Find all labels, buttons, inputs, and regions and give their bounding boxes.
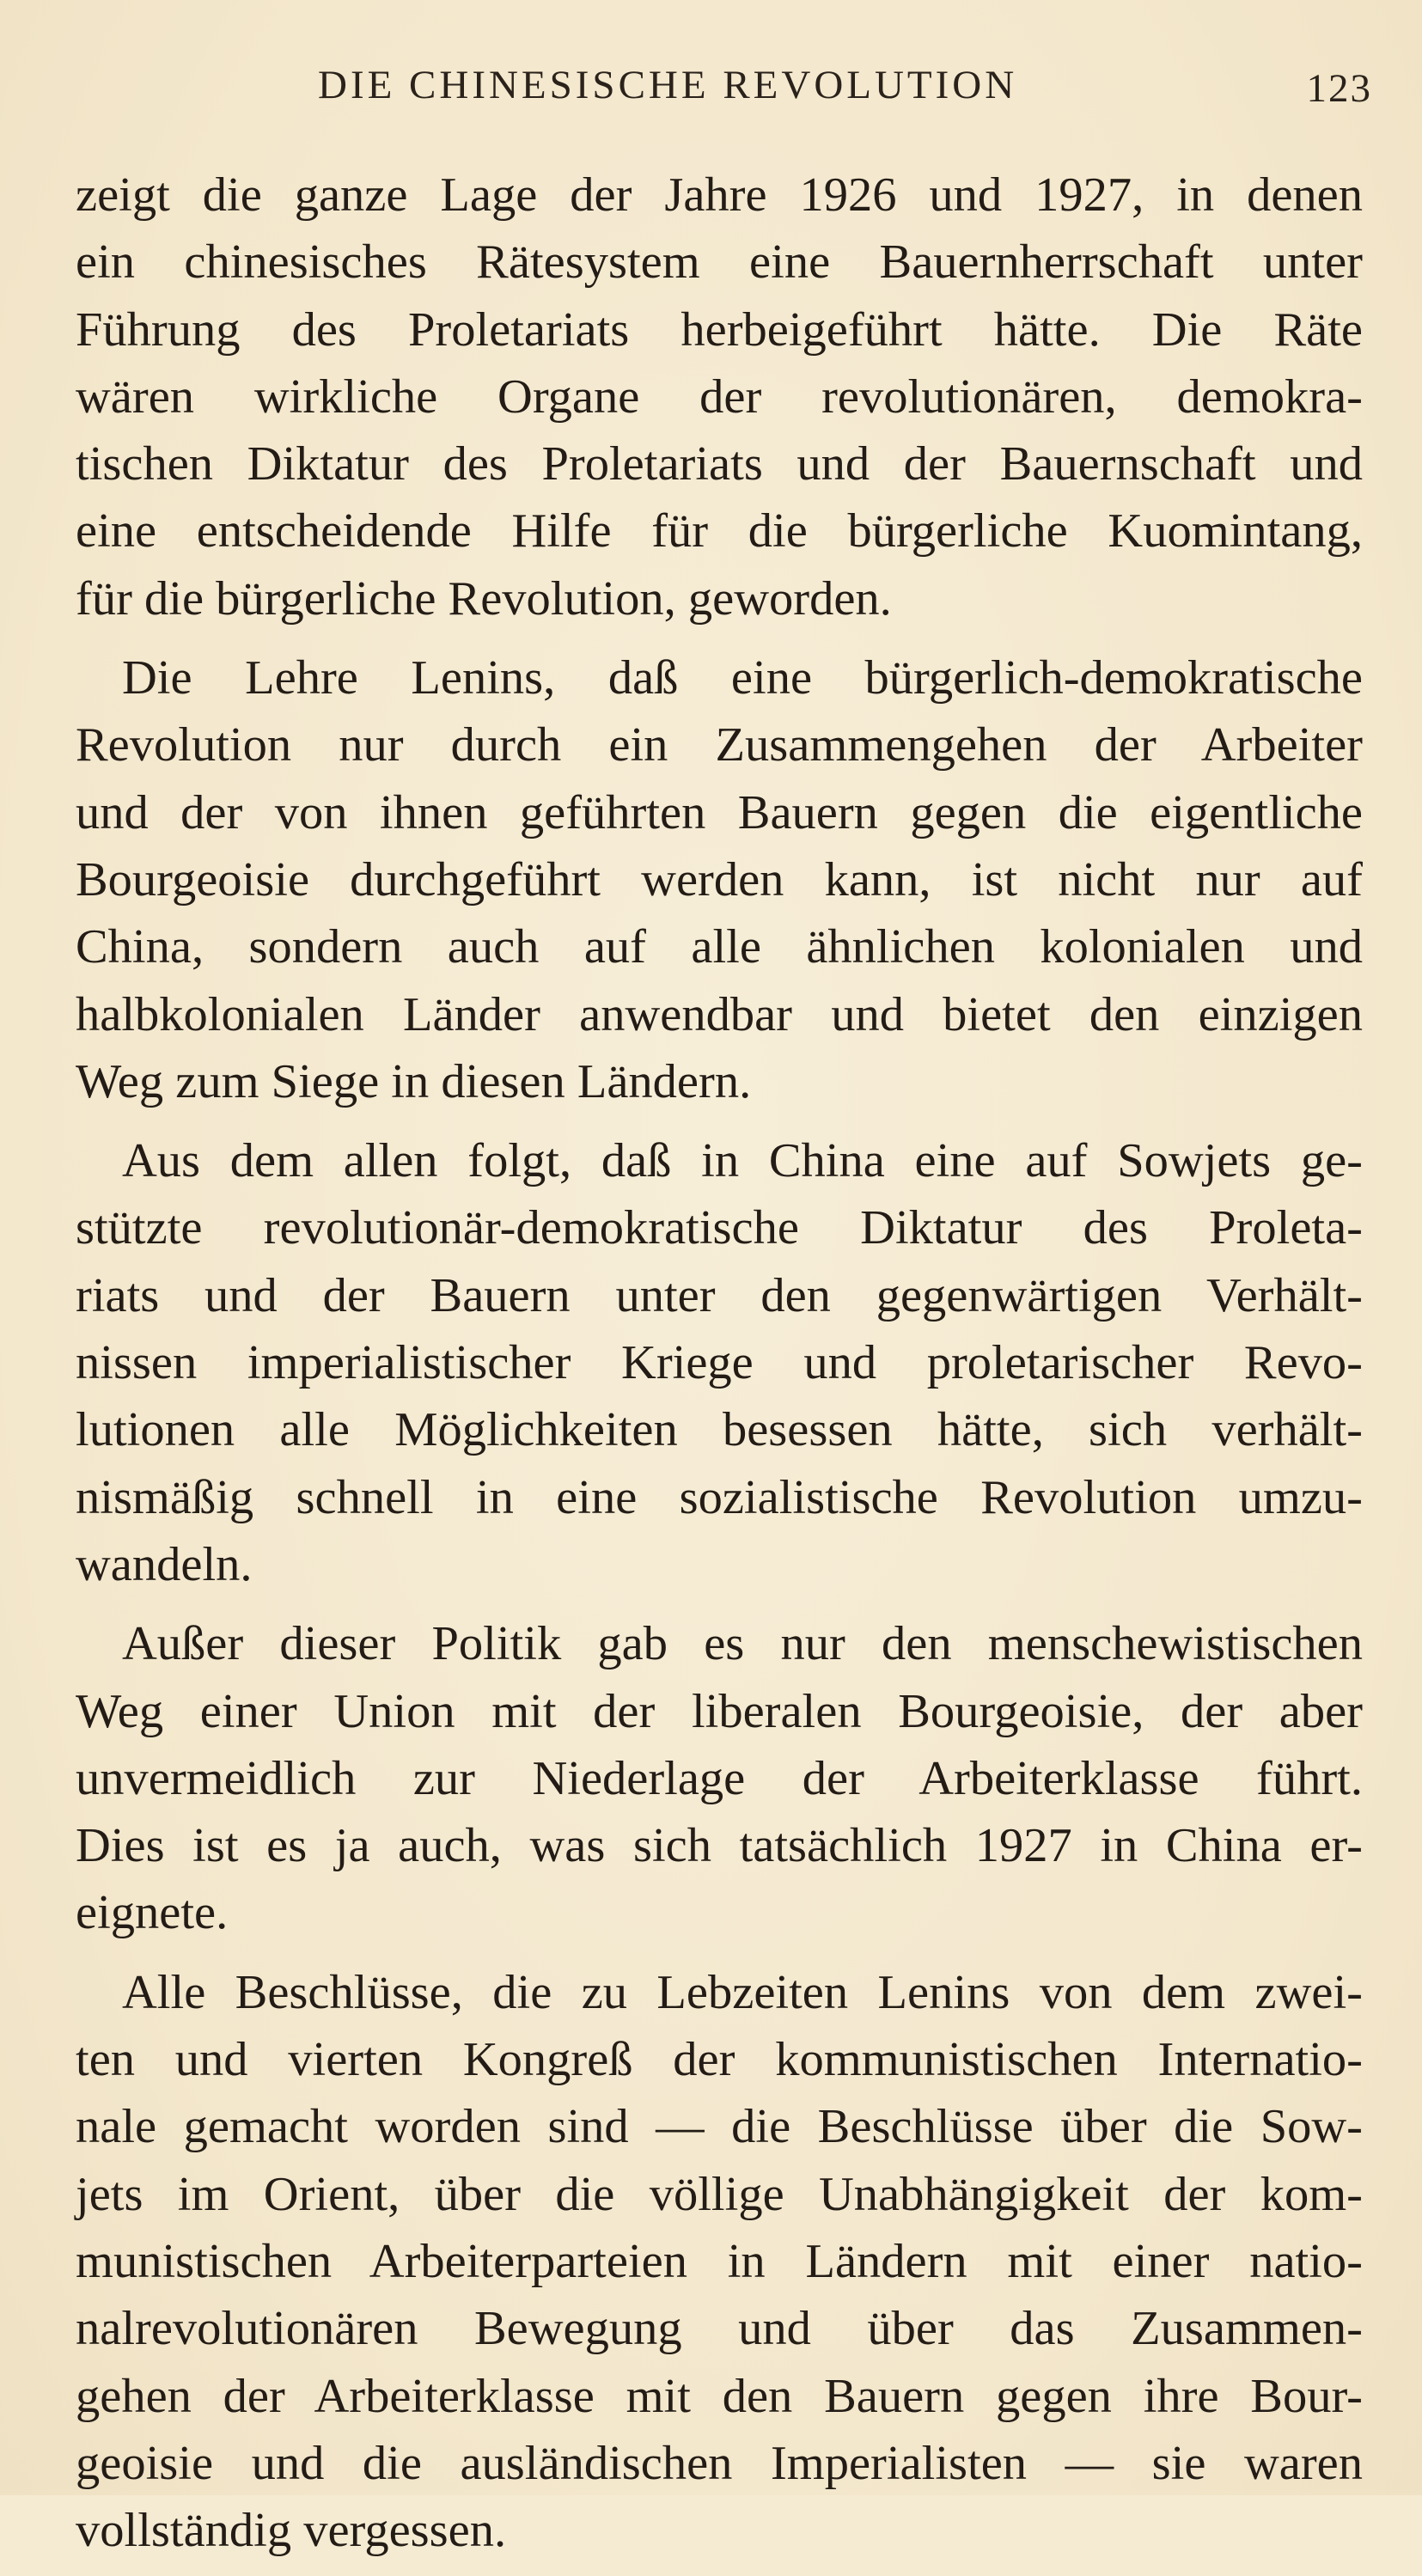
text-line: wandeln. bbox=[76, 1537, 253, 1591]
body-text bbox=[76, 162, 1363, 2576]
text-line: zeigt die ganze Lage der Jahre 1926 und 1927, in denen bbox=[76, 168, 1363, 222]
text-line: Bourgeoisie durchgeführt werden kann, ist nicht nur auf bbox=[76, 852, 1363, 906]
text-line: munistischen Arbeiterparteien in Ländern mit einer natio- bbox=[76, 2234, 1363, 2288]
text-line: halbkolonialen Länder anwendbar und bietet den einzigen bbox=[76, 987, 1363, 1041]
text-line: nale gemacht worden sind — die Beschlüsse über die Sow- bbox=[76, 2100, 1363, 2154]
text-line: Revolution nur durch ein Zusammengehen der Arbeiter bbox=[76, 718, 1363, 772]
text-line: eine entscheidende Hilfe für die bürgerliche Kuomintang, bbox=[76, 504, 1363, 559]
paragraph-1 bbox=[76, 162, 1363, 632]
text-line: ten und vierten Kongreß der kommunistischen Internatio- bbox=[76, 2033, 1363, 2087]
text-line: für die bürgerliche Revolution, geworden. bbox=[76, 571, 892, 626]
text-line: Führung des Proletariats herbeigeführt hätte. Die Räte bbox=[76, 302, 1363, 357]
text-line: riats und der Bauern unter den gegenwärtigen Verhält- bbox=[76, 1268, 1363, 1322]
text-line: geoisie und die ausländischen Imperialisten — sie waren bbox=[76, 2436, 1363, 2490]
text-line: Dies ist es ja auch, was sich tatsächlich 1927 in China er- bbox=[76, 1819, 1363, 1873]
text-line: Außer dieser Politik gab es nur den menschewistischen bbox=[122, 1617, 1363, 1671]
text-line: Weg zum Siege in diesen Ländern. bbox=[76, 1054, 752, 1108]
text-line: nismäßig schnell in eine sozialistische Revolution umzu- bbox=[76, 1470, 1363, 1524]
paragraph-3 bbox=[76, 1127, 1363, 1598]
text-line: nissen imperialistischer Kriege und proletarischer Revo- bbox=[76, 1336, 1363, 1390]
text-line: tischen Diktatur des Proletariats und der Bauernschaft und bbox=[76, 437, 1363, 491]
text-line: eignete. bbox=[76, 1886, 229, 1940]
page-number: 123 bbox=[1306, 66, 1372, 111]
paragraph-2 bbox=[76, 644, 1363, 1115]
text-line: jets im Orient, über die völlige Unabhängigkeit der kom- bbox=[76, 2167, 1363, 2221]
text-line: ein chinesisches Rätesystem eine Bauernherrschaft unter bbox=[76, 235, 1363, 290]
text-line: gehen der Arbeiterklasse mit den Bauern gegen ihre Bour- bbox=[76, 2369, 1363, 2423]
text-line: unvermeidlich zur Niederlage der Arbeiterklasse führt. bbox=[76, 1751, 1363, 1805]
text-line: stützte revolutionär-demokratische Diktatur des Proleta- bbox=[76, 1201, 1363, 1255]
text-line: Aus dem allen folgt, daß in China eine auf Sowjets ge- bbox=[122, 1134, 1363, 1188]
paragraph-5 bbox=[76, 1959, 1363, 2565]
text-line: vollständig vergessen. bbox=[76, 2504, 507, 2558]
text-line: Alle Beschlüsse, die zu Lebzeiten Lenins von dem zwei- bbox=[122, 1965, 1363, 2019]
text-line: Die Lehre Lenins, daß eine bürgerlich-demokratische bbox=[122, 651, 1363, 705]
text-line: wären wirkliche Organe der revolutionären, demokra- bbox=[76, 369, 1363, 424]
paragraph-4 bbox=[76, 1610, 1363, 1946]
text-line: lutionen alle Möglichkeiten besessen hätte, sich verhält- bbox=[76, 1403, 1363, 1457]
running-title: DIE CHINESISCHE REVOLUTION bbox=[318, 63, 1018, 107]
text-line: und der von ihnen geführten Bauern gegen die eigentliche bbox=[76, 785, 1363, 839]
text-line: nalrevolutionären Bewegung und über das Zusammen- bbox=[76, 2302, 1363, 2356]
text-line: China, sondern auch auf alle ähnlichen kolonialen und bbox=[76, 920, 1363, 974]
text-line: Weg einer Union mit der liberalen Bourgeoisie, der aber bbox=[76, 1684, 1363, 1738]
